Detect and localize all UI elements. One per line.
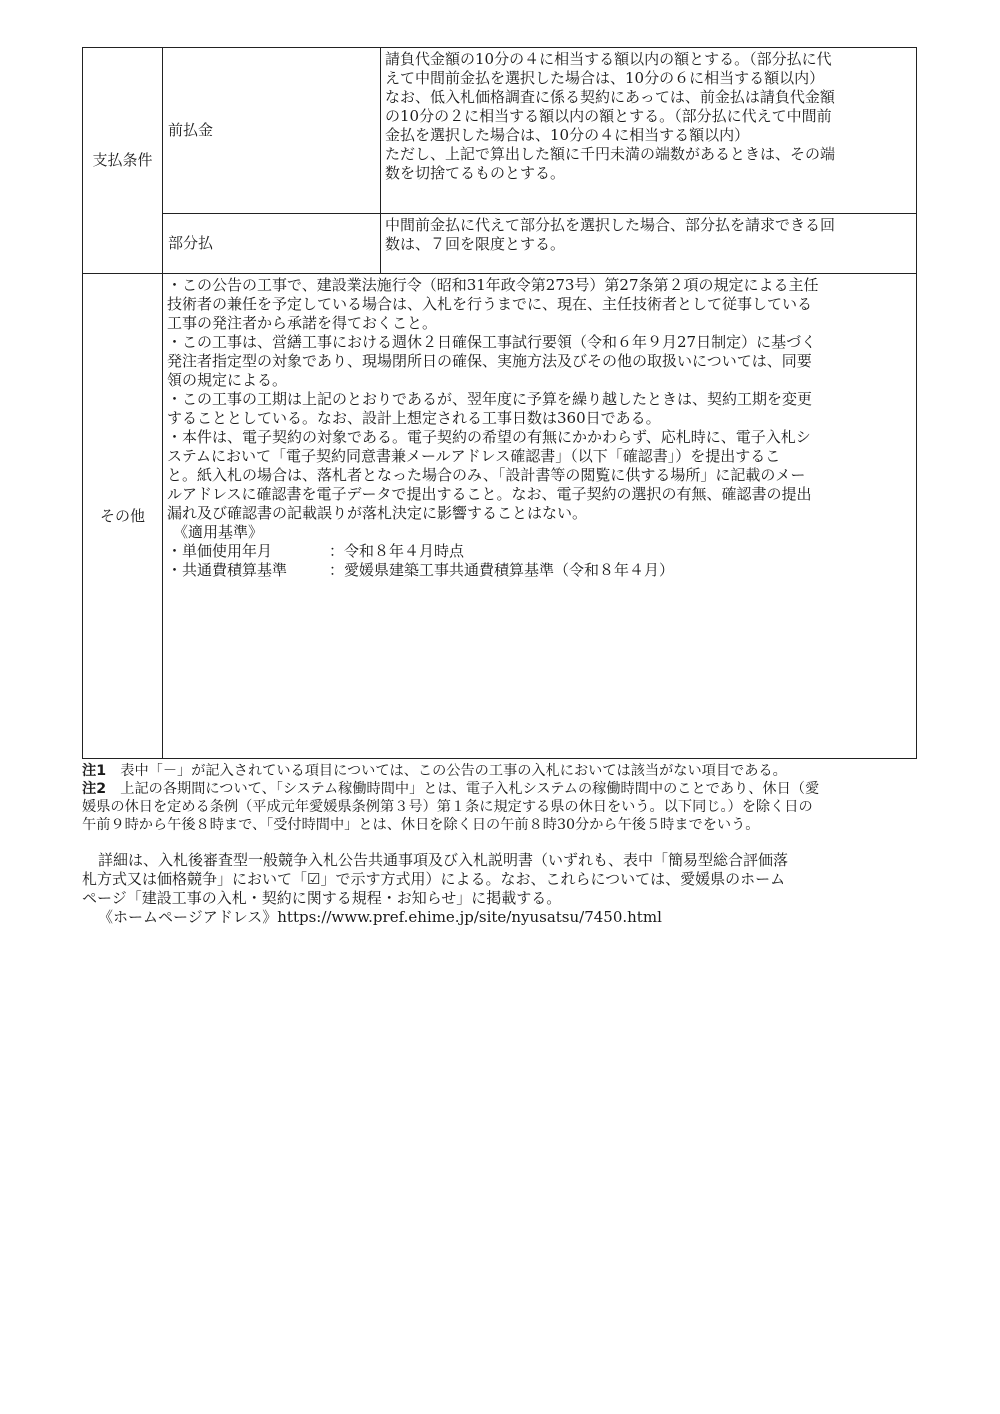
- standard-item: [167, 561, 912, 580]
- standards-title: 《適用基準》: [173, 523, 264, 541]
- note-1: [82, 762, 922, 780]
- note-text: 表中「－」が記入されている項目については、この公告の工事の入札においては該当がない項目である。: [120, 763, 787, 779]
- text-line: 金払を選択した場合は、10分の４に相当する額以内）: [385, 126, 750, 144]
- other-text: [163, 274, 917, 759]
- advance-payment-label: 前払金: [163, 48, 381, 214]
- note-text: 午前９時から午後８時まで、「受付時間中」とは、休日を除く日の午前８時30分から午後５時までをいう。: [82, 817, 760, 833]
- standard-key: ・単価使用年月: [167, 542, 273, 560]
- note-mark: 注1: [82, 763, 107, 779]
- partial-payment-text: [381, 214, 917, 274]
- text-line: ルアドレスに確認書を電子データで提出すること。なお、電子契約の選択の有無、確認書の提出: [167, 485, 812, 503]
- text-line: と。紙入札の場合は、落札者となった場合のみ、「設計書等の閲覧に供する場所」に記載のメー: [167, 466, 806, 484]
- text-line: 中間前金払に代えて部分払を選択した場合、部分払を請求できる回: [385, 216, 836, 234]
- text-line: 技術者の兼任を予定している場合は、入札を行うまでに、現在、主任技術者として従事している: [167, 295, 813, 313]
- text-line: 領の規定による。: [167, 371, 288, 389]
- text-line: ・この工事は、営繕工事における週休２日確保工事試行要領（令和６年９月27日制定）に基づく: [167, 333, 817, 351]
- text-line: えて中間前金払を選択した場合は、10分の６に相当する額以内）: [385, 69, 825, 87]
- homepage-url: 《ホームページアドレス》https://www.pref.ehime.jp/site/nyusatsu/7450.html: [98, 908, 662, 926]
- notes-section: [82, 762, 922, 834]
- text-line: 請負代金額の10分の４に相当する額以内の額とする。（部分払に代: [385, 50, 832, 68]
- text-line: ステムにおいて「電子契約同意書兼メールアドレス確認書」（以下「確認書」）を提出するこ: [167, 447, 781, 465]
- standard-item: [167, 542, 912, 561]
- text-line: ・この工事の工期は上記のとおりであるが、翌年度に予算を繰り越したときは、契約工期を変更: [167, 390, 813, 408]
- text-line: 工事の発注者から承諾を得ておくこと。: [167, 314, 438, 332]
- footer-paragraph: [82, 851, 922, 927]
- footer-line: ページ「建設工事の入札・契約に関する規程・お知らせ」に掲載する。: [82, 889, 562, 907]
- text-line: ・この公告の工事で、建設業法施行令（昭和31年政令第273号）第27条第２項の規定による主任: [167, 276, 819, 294]
- other-label: その他: [83, 274, 163, 759]
- partial-payment-label: 部分払: [163, 214, 381, 274]
- advance-payment-row: [83, 48, 917, 214]
- footer-line: 詳細は、入札後審査型一般競争入札公告共通事項及び入札説明書（いずれも、表中「簡易型総合評価落: [98, 851, 789, 869]
- note-text: 上記の各期間について、「システム稼働時間中」とは、電子入札システムの稼働時間中のことであり、休日（愛: [120, 781, 820, 797]
- footer-line: 札方式又は価格競争」において「☑」で示す方式用）による。なお、これらについては、愛媛県のホーム: [82, 870, 786, 888]
- standard-key: ・共通費積算基準: [167, 561, 288, 579]
- standard-value: ：令和８年４月時点: [329, 542, 465, 560]
- standard-value: ：愛媛県建築工事共通費積算基準（令和８年４月）: [329, 561, 675, 579]
- text-line: ・本件は、電子契約の対象である。電子契約の希望の有無にかかわらず、応札時に、電子入札シ: [167, 428, 811, 446]
- text-line: ただし、上記で算出した額に千円未満の端数があるときは、その端: [385, 145, 836, 163]
- advance-payment-text: [381, 48, 917, 214]
- text-line: することとしている。なお、設計上想定される工事日数は360日である。: [167, 409, 661, 427]
- text-line: 漏れ及び確認書の記載誤りが落札決定に影響することはない。: [167, 504, 588, 522]
- note-text: 媛県の休日を定める条例（平成元年愛媛県条例第３号）第１条に規定する県の休日をいう。以下同じ。）を除く日の: [82, 799, 813, 815]
- note-2: [82, 780, 922, 798]
- text-line: 数は、７回を限度とする。: [385, 235, 566, 253]
- text-line: 数を切捨てるものとする。: [385, 164, 566, 182]
- text-line: なお、低入札価格調査に係る契約にあっては、前金払は請負代金額: [385, 88, 835, 106]
- payment-conditions-label: 支払条件: [83, 48, 163, 274]
- partial-payment-row: [83, 214, 917, 274]
- note-mark: 注2: [82, 781, 107, 797]
- other-row: [83, 274, 917, 759]
- text-line: 発注者指定型の対象であり、現場閉所日の確保、実施方法及びその他の取扱いについては、同要: [167, 352, 812, 370]
- text-line: の10分の２に相当する額以内の額とする。（部分払に代えて中間前: [385, 107, 832, 125]
- conditions-table: [82, 47, 917, 759]
